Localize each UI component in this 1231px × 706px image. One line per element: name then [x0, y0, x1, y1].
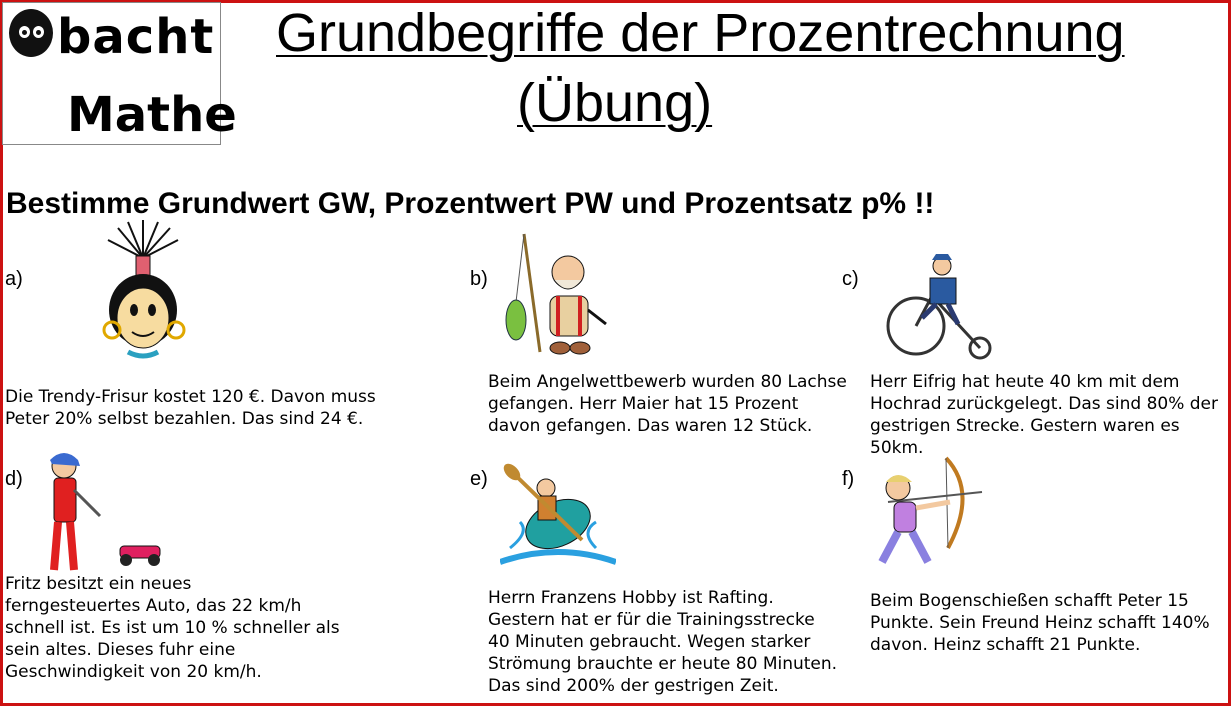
exercise-a-label: a)	[5, 268, 23, 290]
exercise-a-text: Die Trendy-Frisur kostet 120 €. Davon muss Peter 20% selbst bezahlen. Das sind 24 €.	[5, 387, 376, 429]
task-heading: Bestimme Grundwert GW, Prozentwert PW und Prozentsatz p% !!	[6, 187, 935, 220]
exercise-e-label: e)	[470, 468, 488, 490]
exercise-f-text: Beim Bogenschießen schafft Peter 15 Punkte. Sein Freund Heinz schafft 140% davon. Heinz schafft 21 Punkte.	[870, 591, 1210, 655]
page-title-line1: Grundbegriffe der Prozentrechnung	[276, 3, 1125, 63]
exercise-e-text: Herrn Franzens Hobby ist Rafting. Gestern hat er für die Trainingsstrecke 40 Minuten gebraucht. Wegen starker Strömung brauchte er heute 80 Minuten. Das sind 200% der gestrigen Zeit.	[488, 588, 838, 696]
exercise-d-label: d)	[5, 468, 23, 490]
exercise-b-text: Beim Angelwettbewerb wurden 80 Lachse gefangen. Herr Maier hat 15 Prozent davon gefangen. Das waren 12 Stück.	[488, 372, 847, 436]
angler-with-fish-icon	[502, 232, 614, 362]
girl-with-pineapple-hairstyle-icon	[98, 218, 188, 368]
man-rafting-icon	[500, 462, 616, 578]
exercise-b-label: b)	[470, 268, 488, 290]
boy-with-rc-car-icon	[40, 446, 168, 574]
exercise-d-text: Fritz besitzt ein neues ferngesteuertes Auto, das 22 km/h schnell ist. Es ist um 10 % schneller als sein altes. Dieses fuhr eine Geschwindigkeit von 20 km/h.	[5, 574, 340, 682]
exercise-f-label: f)	[842, 468, 855, 490]
archer-with-bow-icon	[868, 452, 988, 570]
logo-eyes-icon	[9, 9, 53, 57]
logo-text-bacht: bacht	[57, 9, 215, 65]
page-title-line2: (Übung)	[517, 73, 713, 133]
exercise-c-label: c)	[842, 268, 859, 290]
man-on-penny-farthing-icon	[886, 252, 996, 362]
obacht-mathe-logo	[2, 2, 237, 145]
exercise-c-text: Herr Eifrig hat heute 40 km mit dem Hochrad zurückgelegt. Das sind 80% der gestrigen Strecke. Gestern waren es 50km.	[870, 372, 1219, 458]
logo-text-mathe: Mathe	[67, 87, 237, 143]
